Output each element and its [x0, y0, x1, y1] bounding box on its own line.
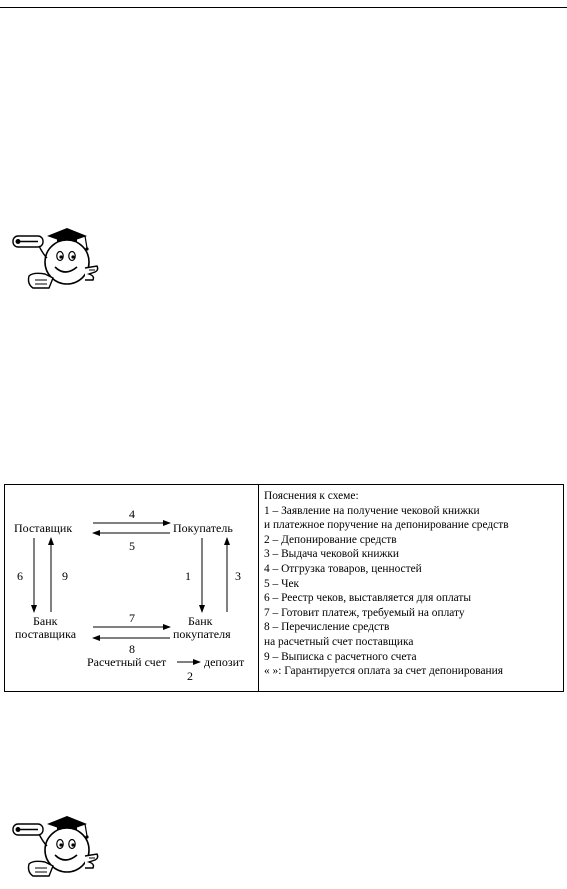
legend-line: 1 – Заявление на получение чековой книжки [264, 504, 480, 517]
legend-title: Пояснения к схеме: [264, 490, 359, 502]
settlement-scheme-table [4, 484, 564, 692]
legend-line: 4 – Отгрузка товаров, ценностей [264, 562, 422, 575]
legend-line: 7 – Готовит платеж, требуемый на оплату [264, 606, 465, 619]
scheme-legend [264, 489, 562, 679]
arrow-2-label: 2 [187, 669, 193, 683]
arrow-4-label: 4 [129, 507, 135, 521]
arrow-6-label: 6 [17, 569, 23, 583]
legend-line: « »: Гарантируется оплата за счет депонирования [264, 665, 503, 678]
arrow-8-label: 8 [129, 642, 135, 656]
node-settlement-account: Расчетный счет [87, 655, 167, 669]
legend-line: 2 – Депонирование средств [264, 533, 397, 546]
node-buyer-bank-line1: Банк [188, 614, 213, 628]
legend-line: и платежное поручение на депонирование средств [264, 519, 509, 532]
arrow-3-label: 3 [235, 569, 241, 583]
arrow-5-label: 5 [129, 539, 135, 553]
arrow-1-label: 1 [185, 569, 191, 583]
node-supplier-bank-line2: поставщика [15, 627, 77, 641]
legend-line: 8 – Перечисление средств [264, 621, 390, 634]
scheme-divider [258, 485, 259, 691]
arrow-7-label: 7 [129, 611, 135, 625]
arrow-9-label: 9 [62, 569, 68, 583]
header-rule [0, 7, 567, 8]
legend-line: 6 – Реестр чеков, выставляется для оплаты [264, 592, 472, 605]
node-buyer: Покупатель [173, 521, 233, 535]
node-supplier: Поставщик [14, 521, 73, 535]
node-buyer-bank-line2: покупателя [173, 627, 231, 641]
legend-line: 9 – Выписка с расчетного счета [264, 650, 417, 663]
payment-flow-diagram [5, 485, 258, 691]
legend-line: 5 – Чек [264, 577, 300, 590]
node-deposit: депозит [204, 655, 245, 669]
student-mascot-icon [5, 222, 100, 294]
student-mascot-icon [5, 810, 100, 882]
legend-line: 3 – Выдача чековой книжки [264, 548, 399, 561]
legend-line: на расчетный счет поставщика [264, 635, 414, 648]
node-supplier-bank-line1: Банк [33, 614, 58, 628]
